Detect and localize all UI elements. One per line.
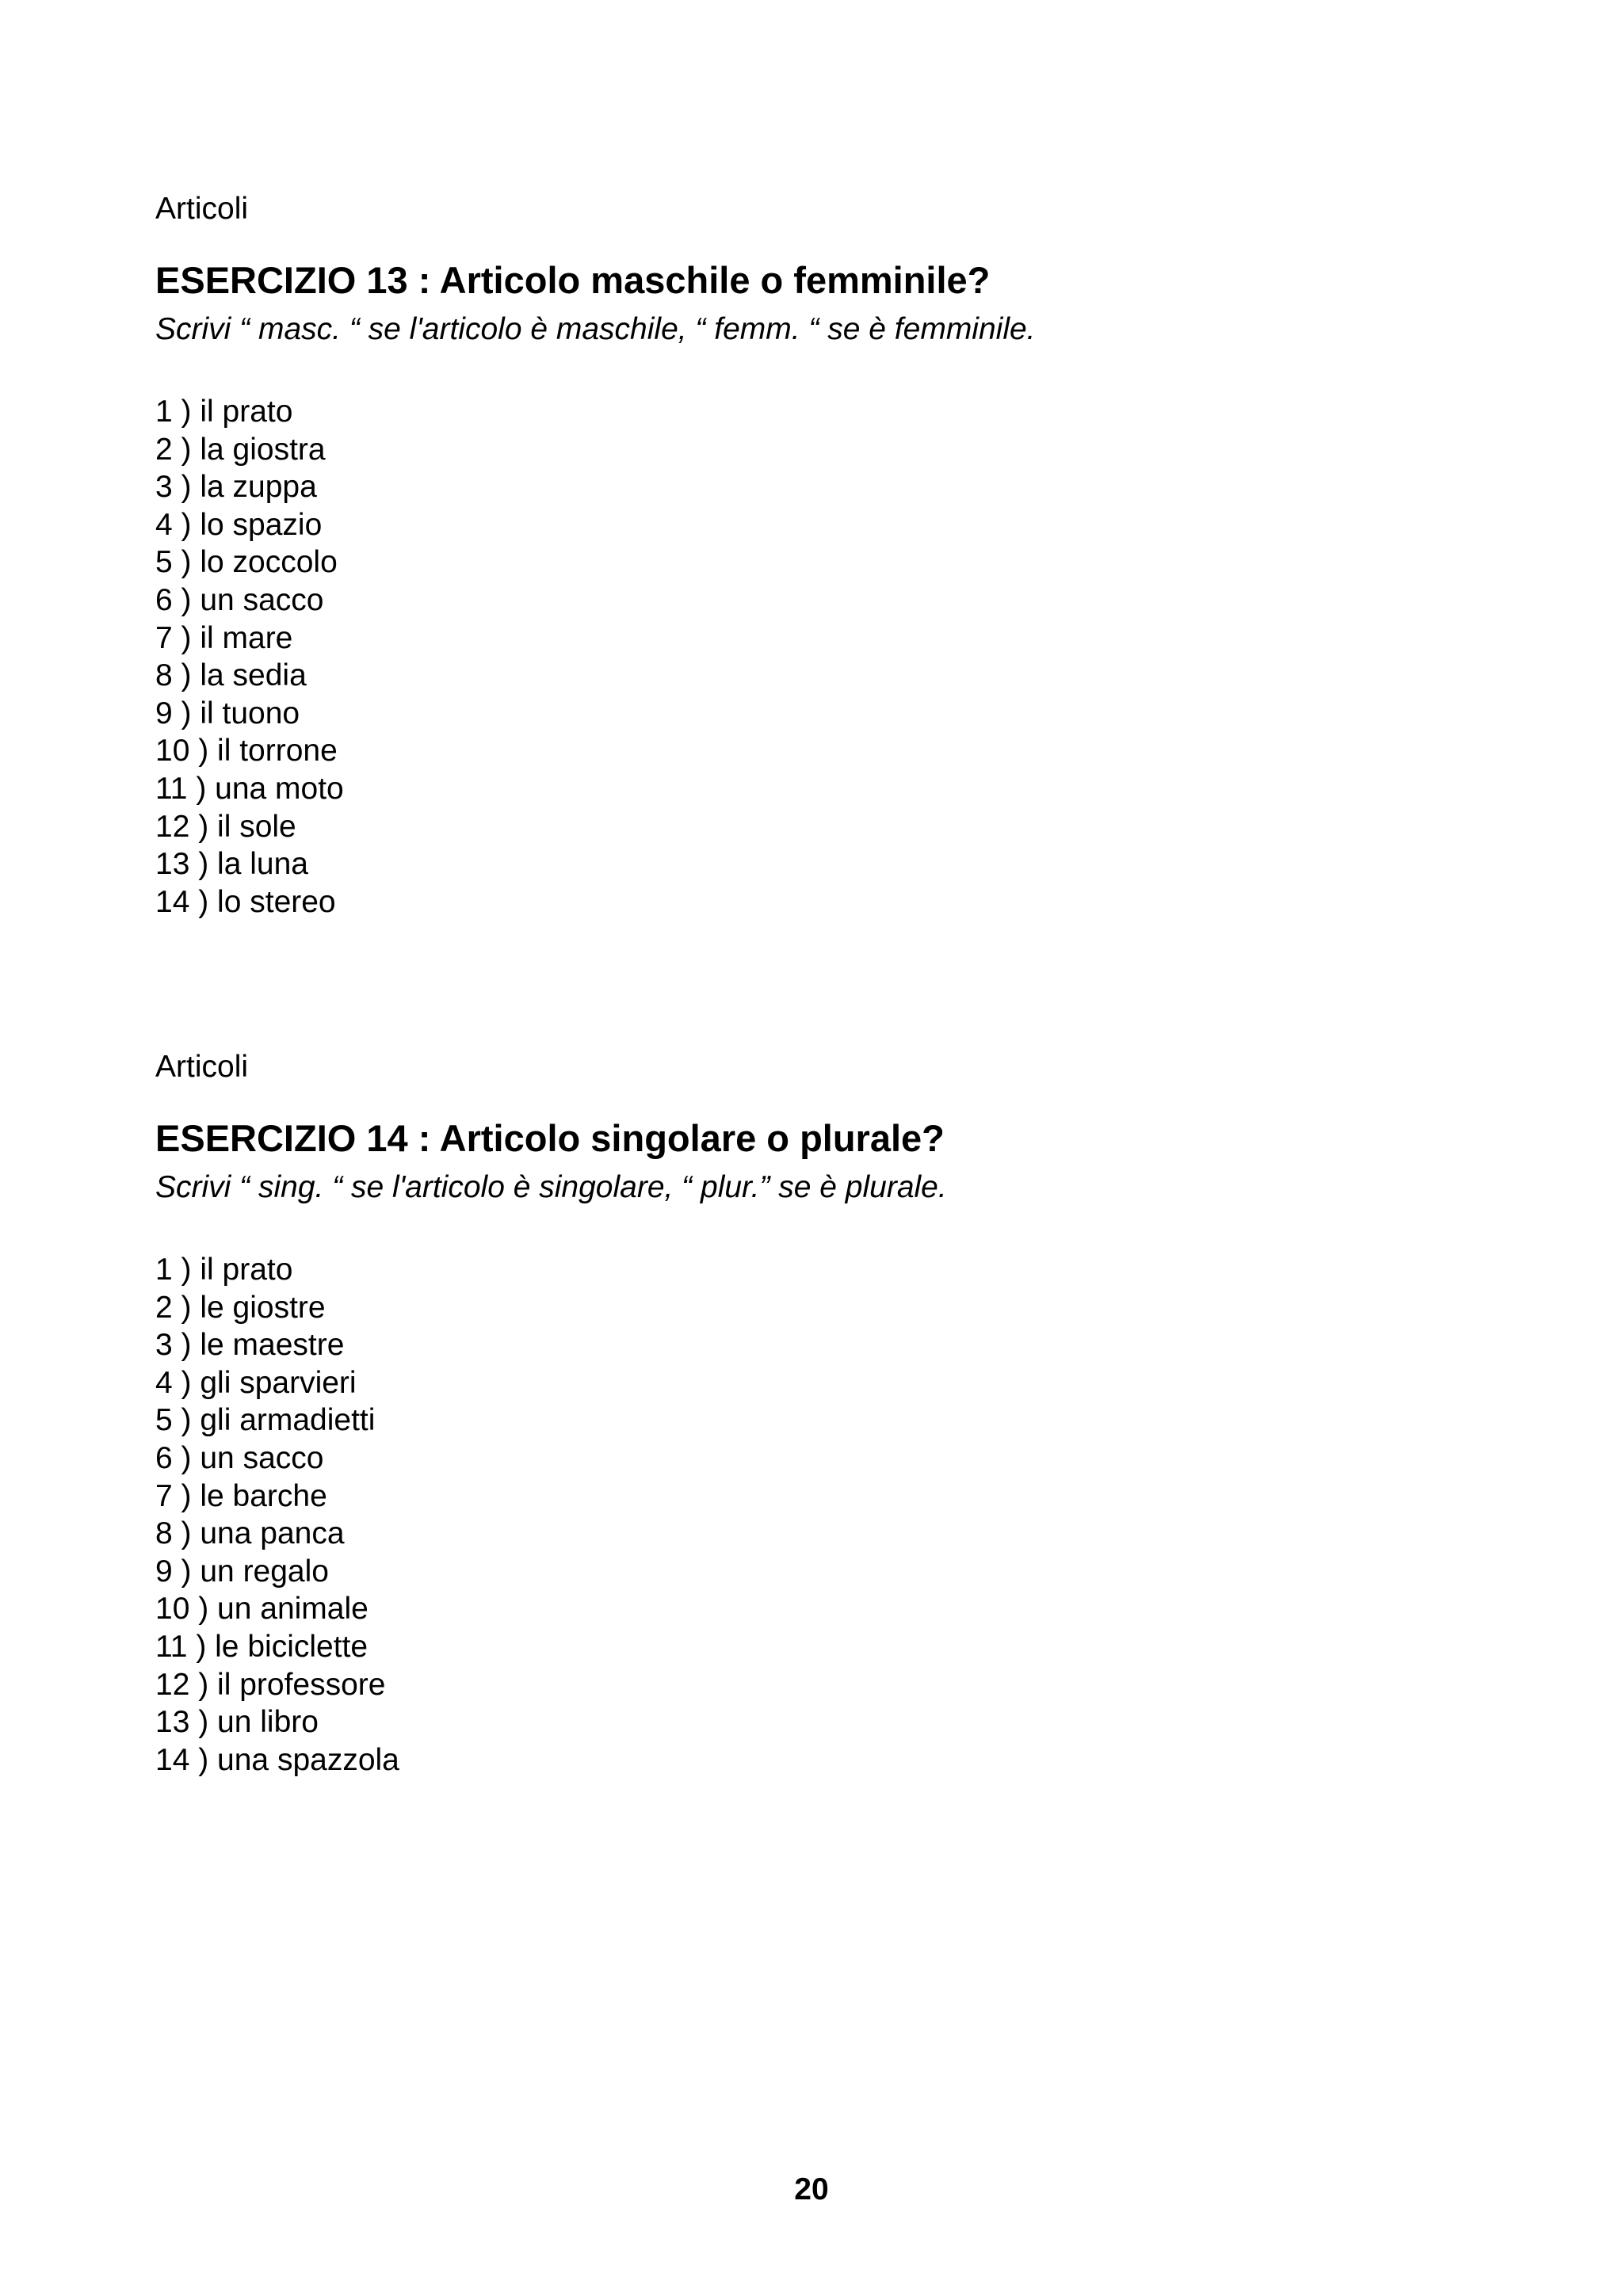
exercise-13	[155, 190, 1503, 921]
list-item: 11 ) una moto	[155, 771, 344, 806]
list-item: 3 ) la zuppa	[155, 470, 317, 505]
list-item: 13 ) un libro	[155, 1705, 319, 1740]
exercise-instruction: Scrivi “ masc. “ se l'articolo è maschile, “ femm. “ se è femminile.	[155, 312, 1036, 346]
section-category: Articoli	[155, 192, 249, 226]
list-item: 13 ) la luna	[155, 847, 308, 882]
list-item: 8 ) una panca	[155, 1516, 345, 1551]
exercise-title: ESERCIZIO 14 : Articolo singolare o plurale?	[155, 1117, 945, 1159]
list-item: 1 ) il prato	[155, 395, 293, 429]
list-item: 14 ) lo stereo	[155, 884, 336, 919]
list-item: 4 ) gli sparvieri	[155, 1365, 357, 1400]
list-item: 1 ) il prato	[155, 1253, 293, 1287]
section-category: Articoli	[155, 1050, 249, 1084]
list-item: 7 ) il mare	[155, 620, 293, 655]
list-item: 9 ) il tuono	[155, 696, 300, 730]
list-item: 8 ) la sedia	[155, 658, 307, 693]
page-number: 20	[794, 2172, 829, 2206]
list-item: 11 ) le biciclette	[155, 1629, 369, 1664]
list-item: 6 ) un sacco	[155, 582, 324, 617]
list-item: 4 ) lo spazio	[155, 507, 323, 542]
exercise-14	[155, 1048, 1503, 1779]
exercise-item-list	[155, 1251, 1503, 1779]
list-item: 2 ) le giostre	[155, 1290, 326, 1325]
exercise-instruction: Scrivi “ sing. “ se l'articolo è singolare, “ plur.” se è plurale.	[155, 1170, 947, 1204]
list-item: 2 ) la giostra	[155, 432, 326, 467]
list-item: 10 ) un animale	[155, 1592, 369, 1627]
list-item: 7 ) le barche	[155, 1478, 327, 1513]
list-item: 5 ) lo zoccolo	[155, 545, 338, 580]
exercise-item-list	[155, 393, 1503, 921]
exercise-title: ESERCIZIO 13 : Articolo maschile o femminile?	[155, 259, 991, 301]
list-item: 6 ) un sacco	[155, 1440, 324, 1475]
list-item: 9 ) un regalo	[155, 1554, 329, 1589]
list-item: 10 ) il torrone	[155, 734, 338, 769]
list-item: 5 ) gli armadietti	[155, 1403, 376, 1438]
list-item: 12 ) il sole	[155, 809, 296, 844]
list-item: 12 ) il professore	[155, 1667, 386, 1702]
list-item: 3 ) le maestre	[155, 1328, 345, 1363]
list-item: 14 ) una spazzola	[155, 1742, 399, 1777]
